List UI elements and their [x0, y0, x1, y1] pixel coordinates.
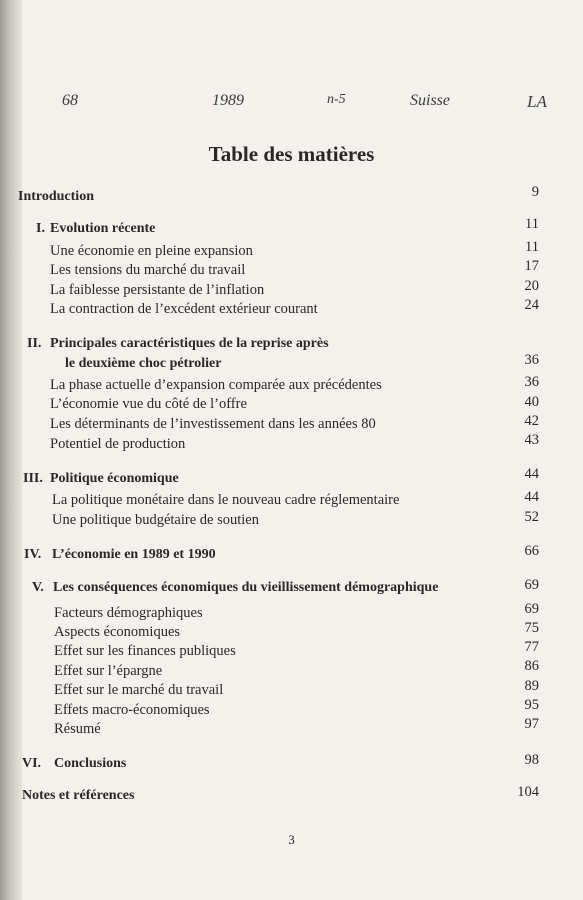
- toc-page: 44: [524, 489, 539, 505]
- toc-section-3: [23, 471, 179, 487]
- toc-page: 42: [524, 413, 539, 429]
- toc-page: 11: [525, 239, 539, 255]
- toc-page: 20: [524, 278, 539, 294]
- section-number: I.: [36, 221, 45, 236]
- handwritten-note-4: Suisse: [410, 92, 450, 109]
- section-title: Evolution récente: [50, 221, 156, 236]
- toc-page: 36: [524, 352, 539, 368]
- toc-item: Aspects économiques: [54, 624, 181, 640]
- toc-page: 95: [524, 697, 539, 713]
- toc-page: 69: [524, 601, 539, 617]
- toc-page: 24: [524, 297, 539, 313]
- toc-section-2: [27, 336, 329, 352]
- book-binding-shadow: [0, 0, 22, 900]
- toc-page: 9: [531, 184, 539, 200]
- section-number: VI.: [22, 756, 42, 771]
- handwritten-note-5: LA: [527, 92, 547, 111]
- toc-item: La faiblesse persistante de l’inflation: [50, 282, 265, 298]
- section-number: II.: [27, 336, 42, 351]
- toc-page: 89: [524, 678, 539, 694]
- toc-item: Potentiel de production: [50, 436, 186, 452]
- toc-label: Introduction: [18, 189, 94, 204]
- toc-page: 11: [525, 216, 539, 232]
- section-title: Les conséquences économiques du vieillissement démographique: [53, 580, 439, 595]
- section-number: V.: [32, 580, 44, 595]
- toc-page: 43: [524, 432, 539, 448]
- toc-item: Une économie en pleine expansion: [50, 243, 253, 259]
- toc-item: Les tensions du marché du travail: [50, 262, 246, 278]
- toc-page: 86: [524, 658, 539, 674]
- toc-section-4: [24, 547, 216, 563]
- toc-section-6: [22, 756, 127, 772]
- toc-page: 97: [524, 716, 539, 732]
- toc-item: Effet sur le marché du travail: [54, 682, 224, 698]
- section-title: Principales caractéristiques de la reprise après: [50, 336, 329, 351]
- toc-item: La phase actuelle d’expansion comparée aux précédentes: [50, 377, 382, 393]
- toc-notes: Notes et références: [22, 788, 135, 803]
- toc-introduction: [18, 189, 94, 205]
- toc-page: 104: [517, 784, 539, 800]
- section-title: Politique économique: [50, 471, 179, 486]
- toc-page: 75: [524, 620, 539, 636]
- toc-section-1: [36, 221, 156, 237]
- toc-item: La contraction de l’excédent extérieur courant: [50, 301, 318, 317]
- toc-item: L’économie vue du côté de l’offre: [50, 396, 247, 412]
- toc-page: 44: [524, 466, 539, 482]
- toc-item: La politique monétaire dans le nouveau cadre réglementaire: [52, 492, 400, 508]
- page-title: Table des matières: [208, 142, 375, 166]
- section-title: L’économie en 1989 et 1990: [52, 547, 216, 562]
- toc-page: 77: [524, 639, 539, 655]
- handwritten-note-1: 68: [62, 92, 78, 109]
- toc-item: Facteurs démographiques: [54, 605, 203, 621]
- toc-page: 17: [524, 258, 539, 274]
- toc-item: Résumé: [54, 721, 101, 737]
- toc-page: 52: [524, 509, 539, 525]
- section-title-continued: le deuxième choc pétrolier: [65, 356, 222, 371]
- page-number: 3: [288, 832, 295, 847]
- section-number: III.: [23, 471, 43, 486]
- toc-page: 40: [524, 394, 539, 410]
- section-title: Conclusions: [54, 756, 127, 771]
- section-number: IV.: [24, 547, 42, 562]
- toc-item: Effet sur l’épargne: [54, 663, 163, 679]
- toc-item: Effet sur les finances publiques: [54, 643, 236, 659]
- toc-page: 69: [524, 577, 539, 593]
- handwritten-note-2: 1989: [212, 92, 244, 109]
- toc-item: Effets macro-économiques: [54, 702, 210, 718]
- toc-page: 98: [524, 752, 539, 768]
- toc-item: Les déterminants de l’investissement dans les années 80: [50, 416, 376, 432]
- toc-item: Une politique budgétaire de soutien: [52, 512, 259, 528]
- handwritten-note-3: n-5: [327, 92, 346, 107]
- toc-page: 36: [524, 374, 539, 390]
- toc-page: 66: [524, 543, 539, 559]
- toc-section-5: [32, 580, 439, 596]
